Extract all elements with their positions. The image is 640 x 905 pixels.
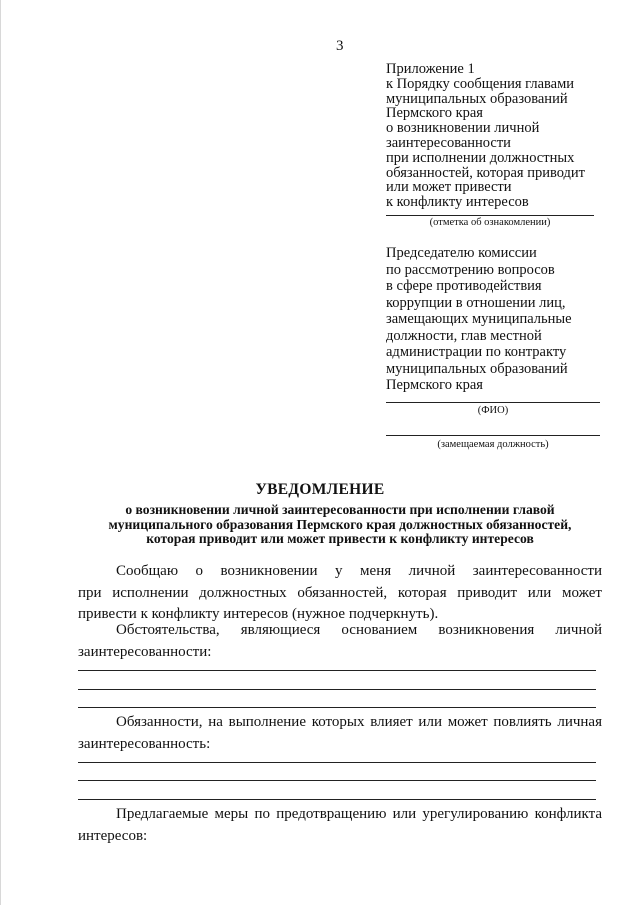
fill-line[interactable] bbox=[78, 762, 596, 763]
appendix-line: Пермского края bbox=[386, 105, 483, 122]
addressee-line: Пермского края bbox=[386, 377, 483, 393]
page-number: 3 bbox=[336, 38, 344, 54]
appendix-line: при исполнении должностных bbox=[386, 149, 575, 166]
document-title: УВЕДОМЛЕНИЕ bbox=[255, 481, 385, 498]
appendix-line: к конфликту интересов bbox=[386, 194, 529, 211]
paragraph-line: заинтересованность: bbox=[78, 735, 211, 752]
appendix-line: или может привести bbox=[386, 179, 512, 196]
paragraph-line: Обязанности, на выполнение которых влияет или может повлиять личная bbox=[116, 714, 602, 730]
fill-line[interactable] bbox=[78, 670, 596, 671]
addressee-line: коррупции в отношении лиц, bbox=[386, 294, 566, 311]
paragraph-line: привести к конфликту интересов (нужное подчеркнуть). bbox=[78, 606, 439, 622]
fio-line bbox=[386, 402, 600, 403]
appendix-line: муниципальных образований bbox=[386, 90, 568, 107]
fill-line[interactable] bbox=[78, 707, 596, 708]
paragraph-line: Сообщаю о возникновении у меня личной заинтересованности bbox=[116, 563, 602, 579]
appendix-line: заинтересованности bbox=[386, 134, 511, 151]
acknowledgement-caption: (отметка об ознакомлении) bbox=[429, 217, 551, 228]
subtitle-line: муниципального образования Пермского края должностных обязанностей, bbox=[108, 516, 572, 532]
appendix-line: о возникновении личной bbox=[386, 120, 540, 137]
appendix-line: обязанностей, которая приводит bbox=[386, 164, 586, 181]
addressee-line: муниципальных образований bbox=[386, 360, 568, 377]
paragraph-line: интересов: bbox=[78, 827, 148, 844]
position-line bbox=[386, 435, 600, 436]
addressee-block bbox=[386, 245, 616, 394]
addressee-line: должности, глав местной bbox=[386, 327, 542, 344]
paragraph-circumstances bbox=[78, 620, 602, 663]
document-subtitle bbox=[70, 503, 610, 547]
appendix-header bbox=[386, 62, 626, 210]
addressee-line: Председателю комиссии bbox=[386, 245, 537, 261]
paragraph-duties bbox=[78, 712, 602, 755]
paragraph-line: заинтересованности: bbox=[78, 643, 212, 660]
addressee-line: замещающих муниципальные bbox=[386, 311, 572, 327]
appendix-line: Приложение 1 bbox=[386, 61, 475, 77]
acknowledgement-line bbox=[386, 215, 594, 216]
paragraph-notification bbox=[78, 561, 602, 626]
paragraph-measures bbox=[78, 804, 602, 847]
addressee-line: администрации по контракту bbox=[386, 344, 567, 360]
paragraph-line: Обстоятельства, являющиеся основанием возникновения личной bbox=[116, 622, 602, 638]
fill-line[interactable] bbox=[78, 689, 596, 690]
scan-margin-edge bbox=[0, 0, 1, 905]
position-caption: (замещаемая должность) bbox=[437, 439, 549, 450]
subtitle-line: которая приводит или может привести к конфликту интересов bbox=[146, 531, 534, 546]
paragraph-line: при исполнении должностных обязанностей, которая приводит или может bbox=[78, 584, 602, 601]
subtitle-line: о возникновении личной заинтересованности при исполнении главой bbox=[125, 502, 555, 517]
appendix-line: к Порядку сообщения главами bbox=[386, 75, 575, 92]
addressee-line: по рассмотрению вопросов bbox=[386, 261, 555, 278]
fio-caption: (ФИО) bbox=[477, 405, 509, 416]
addressee-line: в сфере противодействия bbox=[386, 278, 542, 294]
paragraph-line: Предлагаемые меры по предотвращению или урегулированию конфликта bbox=[116, 806, 602, 822]
fill-line[interactable] bbox=[78, 780, 596, 781]
fill-line[interactable] bbox=[78, 799, 596, 800]
